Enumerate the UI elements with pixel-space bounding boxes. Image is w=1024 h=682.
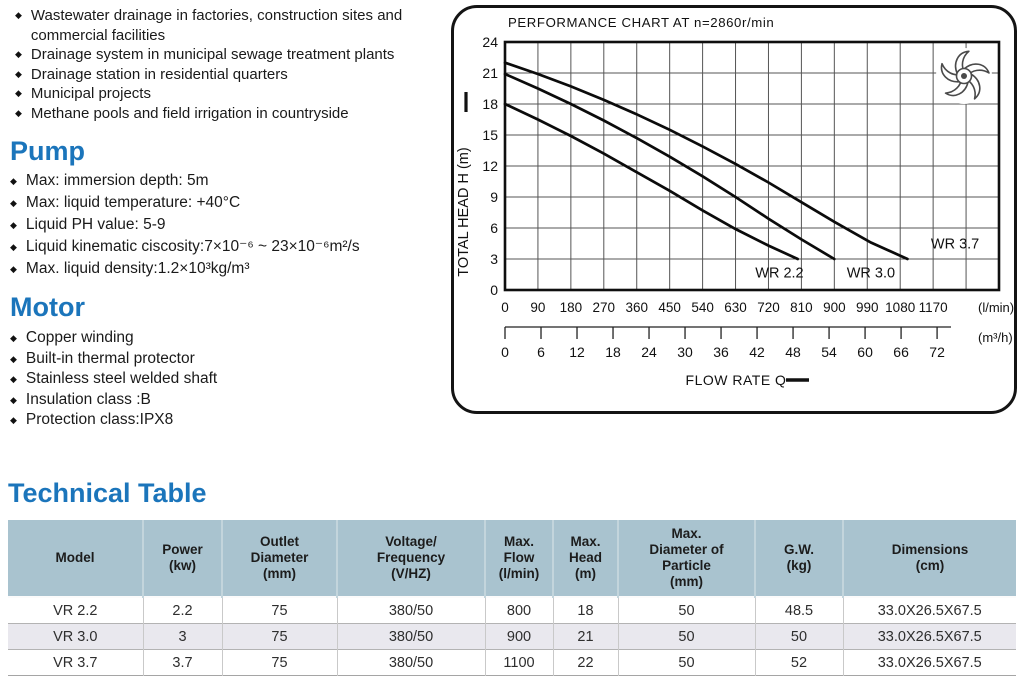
x-tick-label-lmin: 810 (790, 300, 813, 315)
table-cell: 75 (222, 650, 337, 676)
motor-heading: Motor (10, 292, 85, 322)
list-item (10, 104, 448, 124)
list-item (10, 369, 448, 390)
pump-spec-list (10, 170, 448, 280)
series-label: WR 3.7 (930, 236, 980, 253)
table-cell: 22 (553, 650, 618, 676)
list-item-text: Built-in thermal protector (25, 349, 195, 367)
x-tick-label-lmin: 1170 (918, 300, 948, 315)
x-tick-label-m3h: 66 (893, 344, 909, 360)
diamond-bullet-icon: ◆ (10, 242, 17, 252)
technical-table-heading: Technical Table (8, 478, 207, 508)
technical-table-section (8, 478, 1016, 676)
list-item-text: Copper winding (25, 329, 134, 346)
list-item-text: Municipal projects (30, 85, 151, 102)
column-header: Dimensions (cm) (843, 520, 1016, 597)
x-unit-m3h: (m³/h) (978, 330, 1013, 345)
x-tick-label-m3h: 12 (569, 344, 585, 360)
list-item-text: Insulation class :B (25, 390, 151, 408)
list-item-text: Max. liquid density:1.2×10³kg/m³ (25, 260, 250, 277)
diamond-bullet-icon: ◆ (10, 353, 17, 364)
table-cell: 21 (553, 624, 618, 650)
table-cell: 3 (143, 624, 222, 650)
motor-spec-list (10, 328, 448, 431)
x-tick-label-lmin: 990 (856, 300, 879, 315)
column-header: Max. Diameter of Particle (mm) (618, 520, 755, 597)
series-label: WR 3.0 (846, 265, 896, 282)
x-tick-label-m3h: 48 (785, 344, 801, 360)
y-tick-label: 9 (490, 189, 498, 205)
list-item (10, 410, 448, 431)
list-item (10, 192, 448, 214)
table-cell: 380/50 (337, 597, 485, 624)
list-item-text: Liquid PH value: 5-9 (25, 216, 166, 233)
column-header: Outlet Diameter (mm) (222, 520, 337, 597)
list-item-text: Drainage station in residential quarters (30, 65, 288, 83)
x-tick-label-m3h: 36 (713, 344, 729, 360)
column-header: Voltage/ Frequency (V/HZ) (337, 520, 485, 597)
performance-chart (454, 8, 1014, 411)
list-item-text: Stainless steel welded shaft (25, 370, 218, 387)
x-tick-label-lmin: 540 (691, 300, 714, 315)
x-tick-label-lmin: 720 (757, 300, 780, 315)
table-header-row (8, 520, 1016, 597)
y-tick-label: 18 (482, 96, 498, 112)
column-header: G.W. (kg) (755, 520, 843, 597)
diamond-bullet-icon: ◆ (15, 88, 22, 98)
technical-table (8, 520, 1016, 676)
table-cell: 50 (755, 624, 843, 650)
diamond-bullet-icon: ◆ (10, 264, 17, 274)
diamond-bullet-icon: ◆ (10, 198, 17, 208)
y-tick-label: 24 (482, 34, 498, 50)
diamond-bullet-icon: ◆ (15, 107, 22, 118)
table-cell: 18 (553, 597, 618, 624)
chart-title: PERFORMANCE CHART AT n=2860r/min (508, 15, 775, 30)
diamond-bullet-icon: ◆ (10, 176, 17, 186)
list-item-text: Liquid kinematic ciscosity:7×10⁻⁶ ~ 23×10⁻⁶m²/s (25, 238, 360, 255)
list-item-text: Max: liquid temperature: +40°C (25, 194, 241, 211)
table-row (8, 624, 1016, 650)
table-cell: 2.2 (143, 597, 222, 624)
table-cell: 33.0X26.5X67.5 (843, 650, 1016, 676)
table-cell: VR 2.2 (53, 602, 98, 619)
impeller-icon (932, 44, 996, 108)
x-tick-label-lmin: 450 (658, 300, 681, 315)
x-tick-label-lmin: 90 (530, 300, 546, 315)
list-item (10, 84, 448, 104)
diamond-bullet-icon: ◆ (15, 68, 22, 79)
x-tick-label-m3h: 54 (821, 344, 837, 360)
list-item-text: Drainage system in municipal sewage treatment plants (30, 46, 395, 63)
table-cell: 50 (618, 597, 755, 624)
y-tick-label: 3 (490, 251, 498, 267)
table-cell: 900 (485, 624, 553, 650)
diamond-bullet-icon: ◆ (10, 415, 17, 425)
x-unit-lmin: (l/min) (978, 300, 1014, 315)
table-row (8, 597, 1016, 624)
y-tick-label: 21 (482, 65, 498, 81)
diamond-bullet-icon: ◆ (10, 220, 17, 230)
column-header: Power (kw) (143, 520, 222, 597)
x-tick-label-lmin: 900 (823, 300, 846, 315)
list-item-text: Protection class:IPX8 (25, 411, 174, 428)
table-cell: VR 3.0 (53, 628, 98, 645)
x-tick-label-m3h: 18 (605, 344, 621, 360)
table-cell: 1100 (485, 650, 553, 676)
diamond-bullet-icon: ◆ (15, 10, 22, 20)
x-tick-label-m3h: 72 (929, 344, 945, 360)
list-item (10, 45, 448, 65)
list-item (10, 6, 448, 45)
applications-list (10, 6, 448, 123)
x-tick-label-lmin: 1080 (885, 300, 916, 315)
list-item (10, 328, 448, 349)
table-cell: 50 (618, 650, 755, 676)
table-cell: 380/50 (337, 624, 485, 650)
y-tick-label: 15 (482, 127, 498, 143)
table-cell: 75 (222, 597, 337, 624)
list-item (10, 236, 448, 258)
table-cell: VR 3.7 (53, 654, 98, 671)
diamond-bullet-icon: ◆ (10, 394, 17, 405)
diamond-bullet-icon: ◆ (10, 374, 17, 384)
list-item (10, 258, 448, 280)
x-tick-label-m3h: 42 (749, 344, 765, 360)
table-row (8, 650, 1016, 676)
list-item (10, 349, 448, 370)
x-tick-label-lmin: 0 (501, 300, 509, 315)
table-cell: 33.0X26.5X67.5 (843, 624, 1016, 650)
left-column (10, 6, 448, 431)
performance-chart-panel (451, 5, 1017, 414)
y-tick-label: 12 (482, 158, 498, 174)
diamond-bullet-icon: ◆ (10, 333, 17, 343)
list-item-text: Max: immersion depth: 5m (25, 172, 209, 189)
list-item-text: Methane pools and field irrigation in countryside (30, 104, 349, 122)
pump-heading: Pump (10, 136, 86, 166)
x-tick-label-m3h: 60 (857, 344, 873, 360)
series-label: WR 2.2 (755, 265, 804, 282)
x-tick-label-lmin: 630 (724, 300, 747, 315)
table-cell: 33.0X26.5X67.5 (843, 597, 1016, 624)
table-cell: 75 (222, 624, 337, 650)
list-item (10, 65, 448, 85)
x-tick-label-m3h: 0 (501, 344, 509, 360)
table-cell: 3.7 (143, 650, 222, 676)
list-item (10, 390, 448, 411)
table-cell: 800 (485, 597, 553, 624)
column-header: Max. Head (m) (553, 520, 618, 597)
list-item-text: Wastewater drainage in factories, construction sites and commercial facilities (30, 7, 403, 44)
curve-wr-2.2 (505, 104, 798, 259)
table-cell: 52 (755, 650, 843, 676)
y-axis-title: TOTAL HEAD H (m) (456, 147, 472, 277)
curve-wr-3.7 (505, 63, 908, 259)
y-tick-label: 0 (490, 282, 498, 298)
list-item (10, 214, 448, 236)
column-header: Max. Flow (l/min) (485, 520, 553, 597)
x-tick-label-m3h: 30 (677, 344, 693, 360)
list-item (10, 170, 448, 192)
diamond-bullet-icon: ◆ (15, 49, 22, 59)
x-tick-label-m3h: 6 (537, 344, 545, 360)
y-tick-label: 6 (490, 220, 498, 236)
table-cell: 380/50 (337, 650, 485, 676)
table-cell: 50 (618, 624, 755, 650)
table-cell: 48.5 (755, 597, 843, 624)
x-tick-label-lmin: 180 (559, 300, 583, 315)
column-header: Model (8, 520, 143, 597)
x-tick-label-lmin: 360 (625, 300, 648, 315)
x-axis-title: FLOW RATE Q (685, 372, 787, 388)
x-tick-label-m3h: 24 (641, 344, 657, 360)
x-tick-label-lmin: 270 (592, 300, 616, 315)
